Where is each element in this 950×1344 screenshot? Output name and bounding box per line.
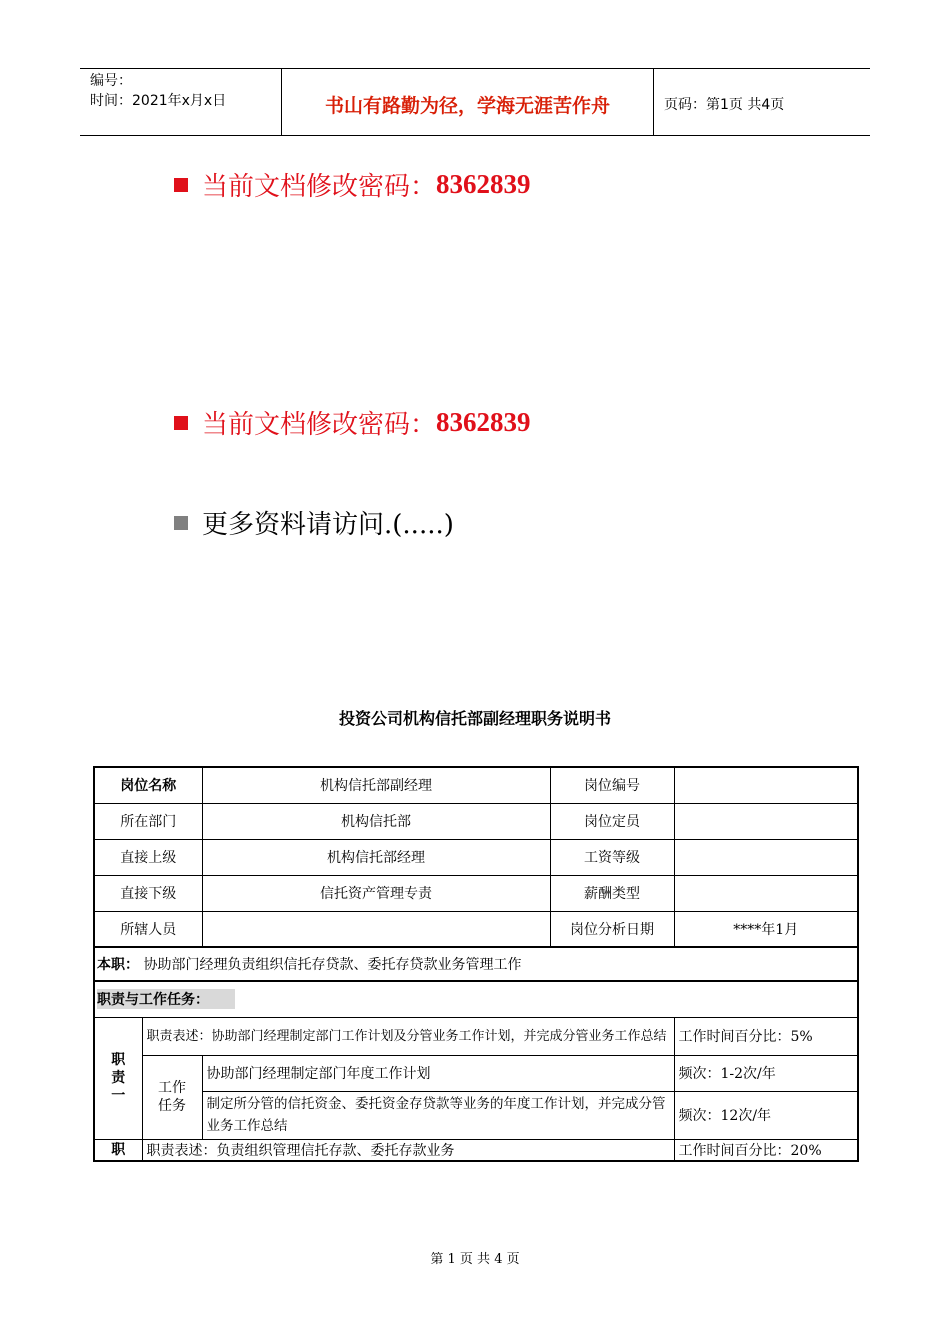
page-footer: 第 1 页 共 4 页 (430, 1252, 520, 1267)
table-row (94, 1017, 858, 1055)
header-page-info: 页码：第1页 共4页 (664, 97, 785, 113)
field-value: ****年1月 (674, 911, 858, 947)
document-title: 投资公司机构信托部副经理职务说明书 (338, 709, 611, 728)
field-label: 薪酬类型 (550, 875, 674, 911)
duty-two-label: 职 (94, 1139, 142, 1161)
duty-desc: 职责表述：负责组织管理信托存款、委托存款业务 (142, 1139, 674, 1161)
header-meta (80, 69, 282, 135)
table-row (94, 947, 858, 981)
square-bullet-icon (174, 178, 188, 192)
field-label: 直接下级 (94, 875, 202, 911)
table-row (94, 1091, 858, 1139)
field-value: 机构信托部经理 (202, 839, 550, 875)
more-info-notice (174, 504, 454, 541)
task-frequency: 频次：12次/年 (674, 1091, 858, 1139)
table-row (94, 803, 858, 839)
field-value (674, 767, 858, 803)
field-label: 所在部门 (94, 803, 202, 839)
field-value (674, 839, 858, 875)
table-row (94, 767, 858, 803)
field-label: 所辖人员 (94, 911, 202, 947)
password-notice-1 (174, 166, 531, 203)
duty-percent: 工作时间百分比：20% (674, 1139, 858, 1161)
password-notice-2 (174, 404, 531, 441)
field-value (674, 803, 858, 839)
duty-summary (94, 947, 858, 981)
field-value: 机构信托部副经理 (202, 767, 550, 803)
notice-text: 更多资料请访问.(.....) (202, 510, 454, 540)
duty-desc: 职责表述：协助部门经理制定部门工作计划及分管业务工作计划，并完成分管业务工作总结 (142, 1017, 674, 1055)
field-value: 信托资产管理专责 (202, 875, 550, 911)
duty-label: 本职： (97, 957, 139, 973)
table-row (94, 839, 858, 875)
duty-one-label: 职 责 一 (94, 1017, 142, 1139)
table-row (94, 875, 858, 911)
table-row (94, 1055, 858, 1091)
field-value: 机构信托部 (202, 803, 550, 839)
code-label: 编号： (90, 73, 132, 89)
field-label: 直接上级 (94, 839, 202, 875)
time-label: 时间：2021年x月x日 (90, 93, 227, 109)
table-row (94, 981, 858, 1017)
field-label: 岗位名称 (94, 767, 202, 803)
notice-password: 8362839 (436, 169, 531, 199)
square-bullet-icon (174, 516, 188, 530)
table-row (94, 1139, 858, 1161)
square-bullet-icon (174, 416, 188, 430)
notice-password: 8362839 (436, 407, 531, 437)
task-label: 工作 任务 (142, 1055, 202, 1139)
header-motto: 书山有路勤为径，学海无涯苦作舟 (282, 69, 654, 135)
duty-text: 协助部门经理负责组织信托存贷款、委托存贷款业务管理工作 (143, 957, 522, 973)
task-text: 制定所分管的信托资金、委托资金存贷款等业务的年度工作计划，并完成分管业务工作总结 (202, 1091, 674, 1139)
field-value (202, 911, 550, 947)
field-label: 工资等级 (550, 839, 674, 875)
field-label: 岗位编号 (550, 767, 674, 803)
page-header (80, 68, 870, 136)
field-label: 岗位分析日期 (550, 911, 674, 947)
task-text: 协助部门经理制定部门年度工作计划 (202, 1055, 674, 1091)
job-description-table (93, 766, 859, 1162)
section-header (94, 981, 858, 1017)
section-label: 职责与工作任务： (97, 989, 235, 1009)
notice-text: 当前文档修改密码： (202, 172, 437, 202)
notice-text: 当前文档修改密码： (202, 410, 437, 440)
duty-percent: 工作时间百分比：5% (674, 1017, 858, 1055)
task-frequency: 频次：1-2次/年 (674, 1055, 858, 1091)
field-label: 岗位定员 (550, 803, 674, 839)
table-row (94, 911, 858, 947)
field-value (674, 875, 858, 911)
